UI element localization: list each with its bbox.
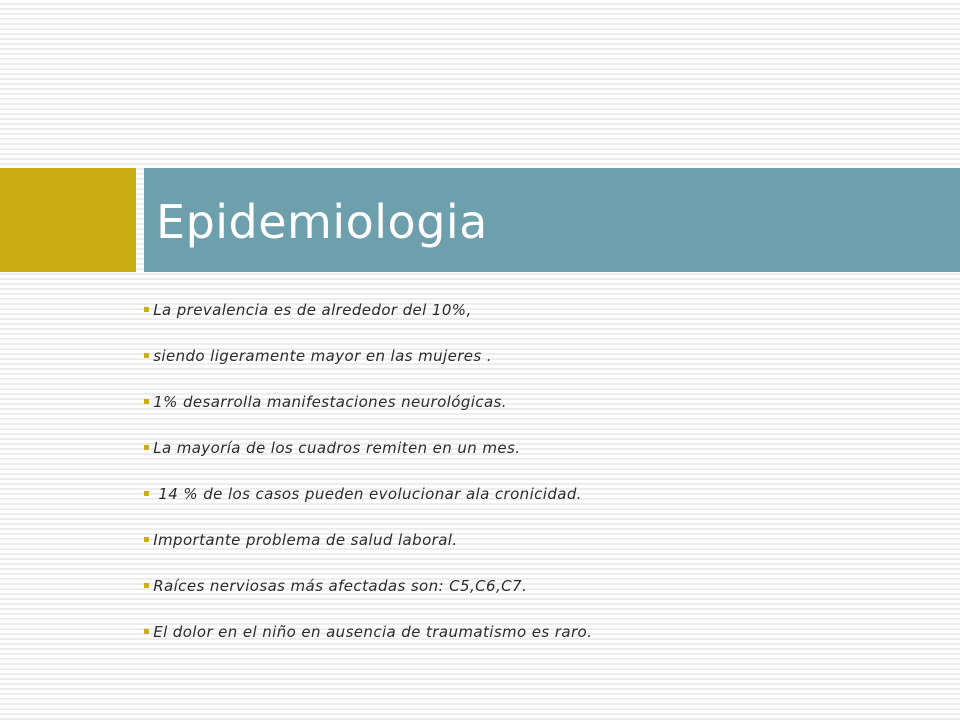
bullet-marker: ▪ [143, 534, 151, 545]
bullet-marker: ▪ [143, 350, 151, 361]
bullet-marker: ▪ [143, 626, 151, 637]
bullet-text: La prevalencia es de alrededor del 10%, [153, 301, 472, 319]
bullet-item [143, 436, 943, 482]
bullet-text: La mayoría de los cuadros remiten en un mes. [153, 439, 521, 457]
bullet-text: siendo ligeramente mayor en las mujeres . [153, 347, 492, 365]
bullet-text: 1% desarrolla manifestaciones neurológicas. [153, 393, 507, 411]
bullet-item [143, 528, 943, 574]
title-band [144, 168, 960, 272]
bullet-text: El dolor en el niño en ausencia de traumatismo es raro. [153, 623, 593, 641]
bullet-item [143, 344, 943, 390]
bullet-marker: ▪ [143, 488, 151, 499]
bullet-item [143, 390, 943, 436]
bullet-item [143, 574, 943, 620]
bullet-marker: ▪ [143, 304, 151, 315]
bullet-marker: ▪ [143, 442, 151, 453]
bullet-list [143, 298, 943, 666]
bullet-marker: ▪ [143, 580, 151, 591]
bullet-item [143, 620, 943, 666]
bullet-text: Raíces nerviosas más afectadas son: C5,C6,C7. [153, 577, 528, 595]
bullet-item [143, 298, 943, 344]
bullet-text: Importante problema de salud laboral. [153, 531, 458, 549]
bullet-marker: ▪ [143, 396, 151, 407]
slide-title: Epidemiologia [156, 195, 488, 249]
bullet-item [143, 482, 943, 528]
bullet-text: 14 % de los casos pueden evolucionar ala cronicidad. [153, 485, 582, 503]
accent-block [0, 168, 136, 272]
